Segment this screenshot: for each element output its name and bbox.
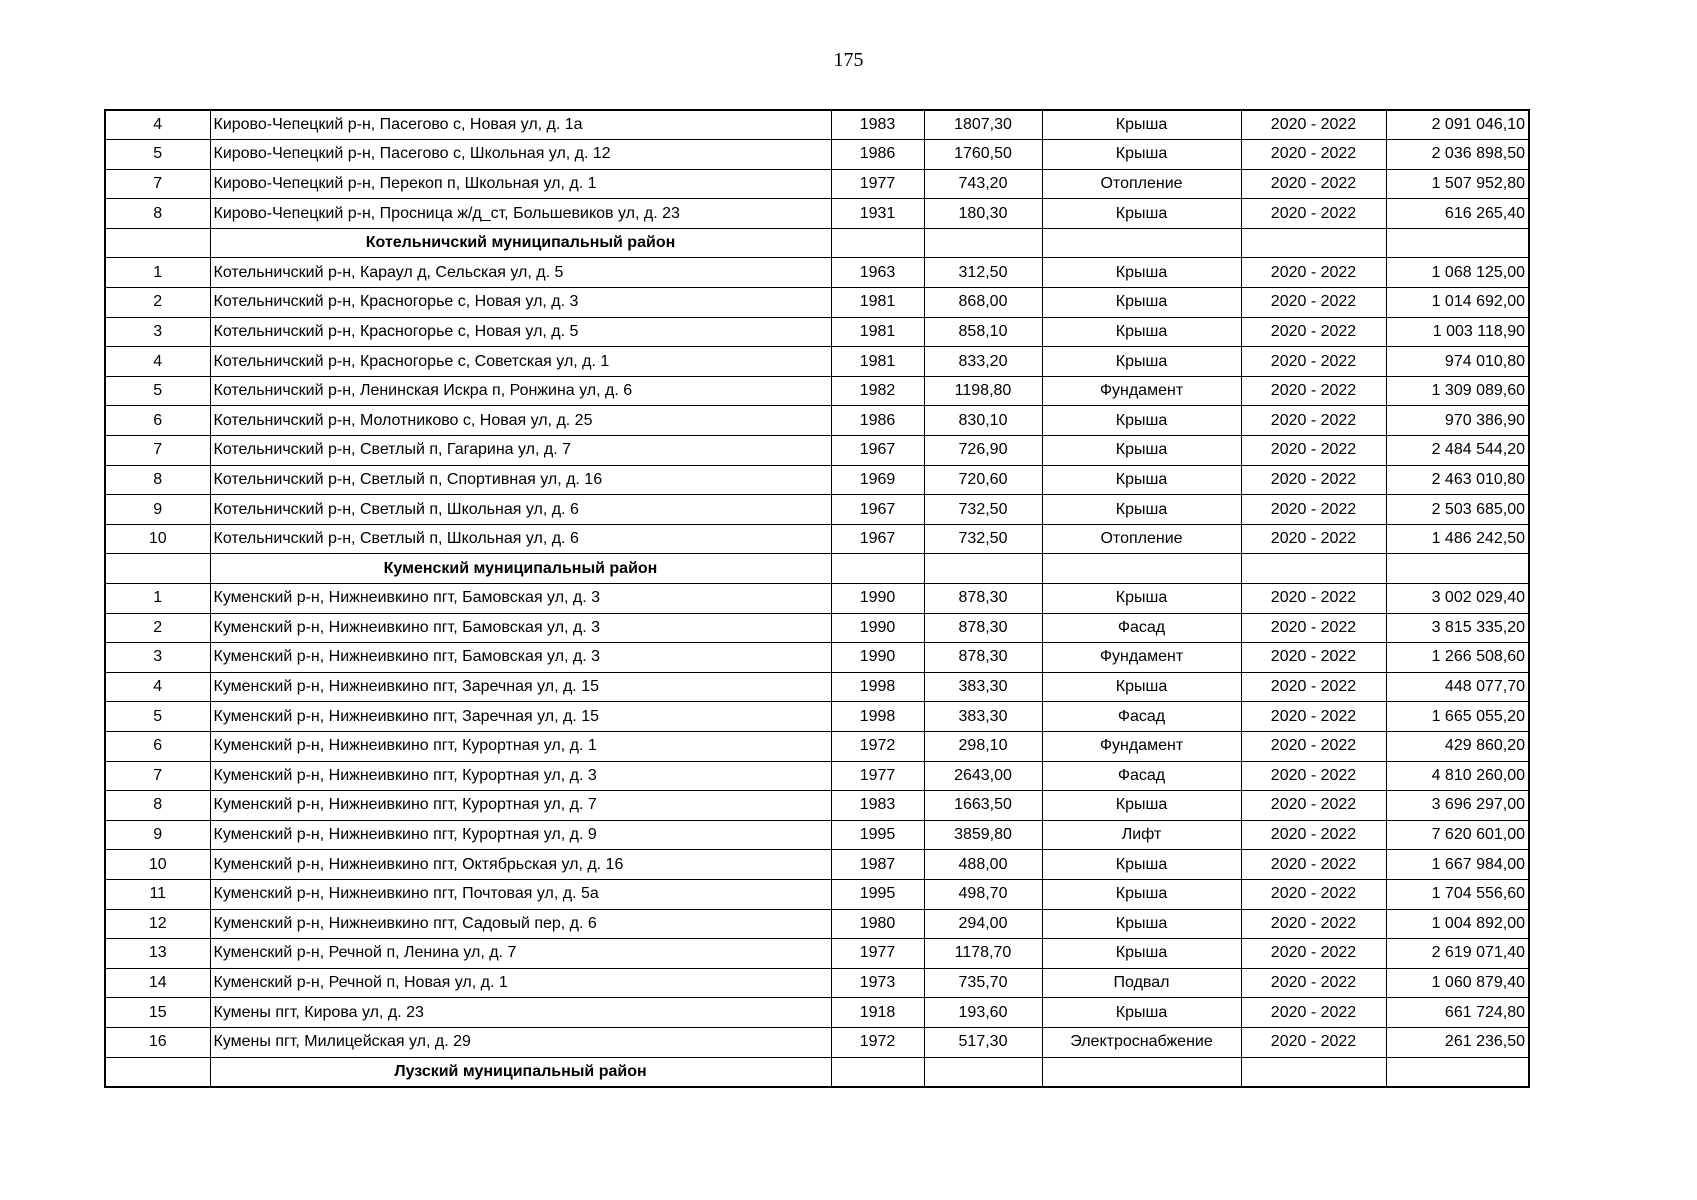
work-type-cell: Крыша [1042, 672, 1241, 702]
area-cell: 312,50 [924, 258, 1042, 288]
table-row [105, 169, 1529, 199]
work-type-cell: Фундамент [1042, 376, 1241, 406]
table-row [105, 406, 1529, 436]
period-cell: 2020 - 2022 [1241, 850, 1386, 880]
period-cell: 2020 - 2022 [1241, 643, 1386, 673]
year-built-cell: 1983 [831, 791, 924, 821]
row-number: 6 [105, 406, 210, 436]
table-body [105, 110, 1529, 1087]
area-cell: 878,30 [924, 613, 1042, 643]
year-built-cell: 1995 [831, 820, 924, 850]
row-number: 9 [105, 495, 210, 525]
work-type-cell: Крыша [1042, 347, 1241, 377]
row-number: 11 [105, 879, 210, 909]
address-cell: Кумены пгт, Кирова ул, д. 23 [210, 998, 831, 1028]
area-cell: 298,10 [924, 731, 1042, 761]
area-cell: 743,20 [924, 169, 1042, 199]
cost-cell: 1 309 089,60 [1386, 376, 1529, 406]
year-built-cell: 1972 [831, 1027, 924, 1057]
period-cell: 2020 - 2022 [1241, 524, 1386, 554]
empty-cell [105, 1057, 210, 1087]
row-number: 16 [105, 1027, 210, 1057]
table-row [105, 347, 1529, 377]
row-number: 3 [105, 643, 210, 673]
cost-cell: 2 619 071,40 [1386, 939, 1529, 969]
section-header-row [105, 1057, 1529, 1087]
table-row [105, 110, 1529, 140]
cost-cell: 1 003 118,90 [1386, 317, 1529, 347]
cost-cell: 2 091 046,10 [1386, 110, 1529, 140]
cost-cell: 970 386,90 [1386, 406, 1529, 436]
table-row [105, 288, 1529, 318]
work-type-cell: Крыша [1042, 258, 1241, 288]
period-cell: 2020 - 2022 [1241, 909, 1386, 939]
row-number: 5 [105, 702, 210, 732]
address-cell: Котельничский р-н, Красногорье с, Новая ул, д. 5 [210, 317, 831, 347]
row-number: 7 [105, 436, 210, 466]
cost-cell: 3 815 335,20 [1386, 613, 1529, 643]
address-cell: Куменский р-н, Нижнеивкино пгт, Курортная ул, д. 1 [210, 731, 831, 761]
cost-cell: 3 696 297,00 [1386, 791, 1529, 821]
area-cell: 294,00 [924, 909, 1042, 939]
row-number: 1 [105, 584, 210, 614]
period-cell: 2020 - 2022 [1241, 761, 1386, 791]
period-cell: 2020 - 2022 [1241, 613, 1386, 643]
empty-cell [831, 228, 924, 258]
row-number: 3 [105, 317, 210, 347]
row-number: 2 [105, 288, 210, 318]
table-row [105, 731, 1529, 761]
area-cell: 732,50 [924, 524, 1042, 554]
area-cell: 498,70 [924, 879, 1042, 909]
address-cell: Кирово-Чепецкий р-н, Пасегово с, Школьная ул, д. 12 [210, 140, 831, 170]
work-type-cell: Крыша [1042, 495, 1241, 525]
work-type-cell: Фундамент [1042, 643, 1241, 673]
year-built-cell: 1967 [831, 436, 924, 466]
table-row [105, 998, 1529, 1028]
row-number: 6 [105, 731, 210, 761]
table-row [105, 376, 1529, 406]
period-cell: 2020 - 2022 [1241, 702, 1386, 732]
cost-cell: 429 860,20 [1386, 731, 1529, 761]
cost-cell: 2 463 010,80 [1386, 465, 1529, 495]
period-cell: 2020 - 2022 [1241, 1027, 1386, 1057]
year-built-cell: 1986 [831, 140, 924, 170]
period-cell: 2020 - 2022 [1241, 584, 1386, 614]
address-cell: Куменский р-н, Нижнеивкино пгт, Курортная ул, д. 7 [210, 791, 831, 821]
cost-cell: 974 010,80 [1386, 347, 1529, 377]
work-type-cell: Крыша [1042, 850, 1241, 880]
work-type-cell: Крыша [1042, 436, 1241, 466]
section-title: Лузский муниципальный район [210, 1057, 831, 1087]
year-built-cell: 1977 [831, 169, 924, 199]
section-title: Куменский муниципальный район [210, 554, 831, 584]
empty-cell [1241, 228, 1386, 258]
year-built-cell: 1998 [831, 672, 924, 702]
row-number: 12 [105, 909, 210, 939]
work-type-cell: Фасад [1042, 702, 1241, 732]
work-type-cell: Отопление [1042, 169, 1241, 199]
year-built-cell: 1967 [831, 524, 924, 554]
work-type-cell: Электроснабжение [1042, 1027, 1241, 1057]
address-cell: Куменский р-н, Речной п, Новая ул, д. 1 [210, 968, 831, 998]
address-cell: Куменский р-н, Нижнеивкино пгт, Курортная ул, д. 3 [210, 761, 831, 791]
address-cell: Котельничский р-н, Светлый п, Спортивная ул, д. 16 [210, 465, 831, 495]
section-title: Котельничский муниципальный район [210, 228, 831, 258]
table-row [105, 436, 1529, 466]
table-row [105, 850, 1529, 880]
table-row [105, 465, 1529, 495]
work-type-cell: Фасад [1042, 761, 1241, 791]
period-cell: 2020 - 2022 [1241, 317, 1386, 347]
address-cell: Куменский р-н, Нижнеивкино пгт, Заречная ул, д. 15 [210, 702, 831, 732]
cost-cell: 616 265,40 [1386, 199, 1529, 229]
period-cell: 2020 - 2022 [1241, 347, 1386, 377]
section-header-row [105, 554, 1529, 584]
address-cell: Котельничский р-н, Ленинская Искра п, Ронжина ул, д. 6 [210, 376, 831, 406]
year-built-cell: 1981 [831, 347, 924, 377]
area-cell: 720,60 [924, 465, 1042, 495]
area-cell: 2643,00 [924, 761, 1042, 791]
area-cell: 3859,80 [924, 820, 1042, 850]
area-cell: 732,50 [924, 495, 1042, 525]
area-cell: 735,70 [924, 968, 1042, 998]
year-built-cell: 1981 [831, 317, 924, 347]
cost-cell: 261 236,50 [1386, 1027, 1529, 1057]
year-built-cell: 1990 [831, 643, 924, 673]
work-type-cell: Крыша [1042, 140, 1241, 170]
address-cell: Котельничский р-н, Караул д, Сельская ул, д. 5 [210, 258, 831, 288]
cost-cell: 1 667 984,00 [1386, 850, 1529, 880]
table-row [105, 968, 1529, 998]
work-type-cell: Крыша [1042, 939, 1241, 969]
cost-cell: 1 266 508,60 [1386, 643, 1529, 673]
address-cell: Куменский р-н, Нижнеивкино пгт, Заречная ул, д. 15 [210, 672, 831, 702]
year-built-cell: 1918 [831, 998, 924, 1028]
address-cell: Куменский р-н, Нижнеивкино пгт, Садовый пер, д. 6 [210, 909, 831, 939]
empty-cell [924, 554, 1042, 584]
period-cell: 2020 - 2022 [1241, 406, 1386, 436]
row-number: 1 [105, 258, 210, 288]
area-cell: 858,10 [924, 317, 1042, 347]
period-cell: 2020 - 2022 [1241, 169, 1386, 199]
area-cell: 830,10 [924, 406, 1042, 436]
address-cell: Котельничский р-н, Светлый п, Школьная ул, д. 6 [210, 524, 831, 554]
empty-cell [1241, 554, 1386, 584]
cost-cell: 1 060 879,40 [1386, 968, 1529, 998]
period-cell: 2020 - 2022 [1241, 672, 1386, 702]
year-built-cell: 1980 [831, 909, 924, 939]
period-cell: 2020 - 2022 [1241, 199, 1386, 229]
address-cell: Куменский р-н, Нижнеивкино пгт, Курортная ул, д. 9 [210, 820, 831, 850]
area-cell: 1760,50 [924, 140, 1042, 170]
cost-cell: 7 620 601,00 [1386, 820, 1529, 850]
table-row [105, 584, 1529, 614]
work-type-cell: Крыша [1042, 998, 1241, 1028]
table-row [105, 820, 1529, 850]
area-cell: 488,00 [924, 850, 1042, 880]
period-cell: 2020 - 2022 [1241, 436, 1386, 466]
address-cell: Котельничский р-н, Красногорье с, Советская ул, д. 1 [210, 347, 831, 377]
period-cell: 2020 - 2022 [1241, 140, 1386, 170]
address-cell: Куменский р-н, Нижнеивкино пгт, Бамовская ул, д. 3 [210, 613, 831, 643]
cost-cell: 1 014 692,00 [1386, 288, 1529, 318]
row-number: 8 [105, 465, 210, 495]
row-number: 4 [105, 110, 210, 140]
section-header-row [105, 228, 1529, 258]
year-built-cell: 1982 [831, 376, 924, 406]
cost-cell: 1 507 952,80 [1386, 169, 1529, 199]
address-cell: Куменский р-н, Нижнеивкино пгт, Бамовская ул, д. 3 [210, 643, 831, 673]
cost-cell: 2 036 898,50 [1386, 140, 1529, 170]
work-type-cell: Лифт [1042, 820, 1241, 850]
area-cell: 1663,50 [924, 791, 1042, 821]
year-built-cell: 1998 [831, 702, 924, 732]
empty-cell [924, 1057, 1042, 1087]
table-row [105, 909, 1529, 939]
year-built-cell: 1969 [831, 465, 924, 495]
work-type-cell: Крыша [1042, 909, 1241, 939]
row-number: 5 [105, 140, 210, 170]
empty-cell [831, 554, 924, 584]
area-cell: 517,30 [924, 1027, 1042, 1057]
period-cell: 2020 - 2022 [1241, 998, 1386, 1028]
empty-cell [105, 554, 210, 584]
work-type-cell: Крыша [1042, 288, 1241, 318]
address-cell: Куменский р-н, Речной п, Ленина ул, д. 7 [210, 939, 831, 969]
table-row [105, 613, 1529, 643]
area-cell: 180,30 [924, 199, 1042, 229]
address-cell: Кирово-Чепецкий р-н, Просница ж/д_ст, Большевиков ул, д. 23 [210, 199, 831, 229]
area-cell: 193,60 [924, 998, 1042, 1028]
empty-cell [1241, 1057, 1386, 1087]
address-cell: Кумены пгт, Милицейская ул, д. 29 [210, 1027, 831, 1057]
row-number: 5 [105, 376, 210, 406]
empty-cell [1386, 228, 1529, 258]
cost-cell: 1 665 055,20 [1386, 702, 1529, 732]
table-row [105, 317, 1529, 347]
address-cell: Котельничский р-н, Красногорье с, Новая ул, д. 3 [210, 288, 831, 318]
empty-cell [831, 1057, 924, 1087]
table-row [105, 939, 1529, 969]
area-cell: 833,20 [924, 347, 1042, 377]
area-cell: 383,30 [924, 702, 1042, 732]
table-row [105, 199, 1529, 229]
row-number: 15 [105, 998, 210, 1028]
address-cell: Куменский р-н, Нижнеивкино пгт, Бамовская ул, д. 3 [210, 584, 831, 614]
area-cell: 726,90 [924, 436, 1042, 466]
row-number: 13 [105, 939, 210, 969]
table-row [105, 761, 1529, 791]
row-number: 9 [105, 820, 210, 850]
period-cell: 2020 - 2022 [1241, 731, 1386, 761]
period-cell: 2020 - 2022 [1241, 110, 1386, 140]
area-cell: 383,30 [924, 672, 1042, 702]
year-built-cell: 1972 [831, 731, 924, 761]
address-cell: Котельничский р-н, Светлый п, Гагарина ул, д. 7 [210, 436, 831, 466]
cost-cell: 4 810 260,00 [1386, 761, 1529, 791]
row-number: 2 [105, 613, 210, 643]
empty-cell [1042, 554, 1241, 584]
period-cell: 2020 - 2022 [1241, 465, 1386, 495]
table-row [105, 524, 1529, 554]
cost-cell: 1 704 556,60 [1386, 879, 1529, 909]
year-built-cell: 1981 [831, 288, 924, 318]
address-cell: Котельничский р-н, Светлый п, Школьная ул, д. 6 [210, 495, 831, 525]
period-cell: 2020 - 2022 [1241, 258, 1386, 288]
year-built-cell: 1967 [831, 495, 924, 525]
empty-cell [1386, 554, 1529, 584]
year-built-cell: 1987 [831, 850, 924, 880]
work-type-cell: Крыша [1042, 465, 1241, 495]
address-cell: Кирово-Чепецкий р-н, Перекоп п, Школьная ул, д. 1 [210, 169, 831, 199]
year-built-cell: 1990 [831, 613, 924, 643]
year-built-cell: 1986 [831, 406, 924, 436]
area-cell: 1198,80 [924, 376, 1042, 406]
period-cell: 2020 - 2022 [1241, 288, 1386, 318]
year-built-cell: 1931 [831, 199, 924, 229]
empty-cell [105, 228, 210, 258]
year-built-cell: 1983 [831, 110, 924, 140]
table-row [105, 791, 1529, 821]
area-cell: 868,00 [924, 288, 1042, 318]
page-number: 175 [833, 49, 864, 71]
year-built-cell: 1995 [831, 879, 924, 909]
work-type-cell: Фасад [1042, 613, 1241, 643]
year-built-cell: 1973 [831, 968, 924, 998]
work-type-cell: Крыша [1042, 110, 1241, 140]
area-cell: 1807,30 [924, 110, 1042, 140]
cost-cell: 1 068 125,00 [1386, 258, 1529, 288]
empty-cell [1042, 1057, 1241, 1087]
period-cell: 2020 - 2022 [1241, 820, 1386, 850]
row-number: 8 [105, 791, 210, 821]
cost-cell: 2 484 544,20 [1386, 436, 1529, 466]
table-row [105, 672, 1529, 702]
table-row [105, 140, 1529, 170]
cost-cell: 661 724,80 [1386, 998, 1529, 1028]
year-built-cell: 1977 [831, 761, 924, 791]
row-number: 7 [105, 761, 210, 791]
row-number: 10 [105, 524, 210, 554]
row-number: 4 [105, 347, 210, 377]
cost-cell: 3 002 029,40 [1386, 584, 1529, 614]
work-type-cell: Отопление [1042, 524, 1241, 554]
table-row [105, 495, 1529, 525]
address-cell: Котельничский р-н, Молотниково с, Новая ул, д. 25 [210, 406, 831, 436]
work-type-cell: Крыша [1042, 879, 1241, 909]
address-cell: Куменский р-н, Нижнеивкино пгт, Почтовая ул, д. 5а [210, 879, 831, 909]
row-number: 8 [105, 199, 210, 229]
work-type-cell: Крыша [1042, 317, 1241, 347]
empty-cell [1042, 228, 1241, 258]
cost-cell: 448 077,70 [1386, 672, 1529, 702]
table-row [105, 1027, 1529, 1057]
cost-cell: 1 486 242,50 [1386, 524, 1529, 554]
row-number: 4 [105, 672, 210, 702]
row-number: 7 [105, 169, 210, 199]
cost-cell: 1 004 892,00 [1386, 909, 1529, 939]
area-cell: 1178,70 [924, 939, 1042, 969]
period-cell: 2020 - 2022 [1241, 791, 1386, 821]
address-cell: Кирово-Чепецкий р-н, Пасегово с, Новая ул, д. 1а [210, 110, 831, 140]
work-type-cell: Крыша [1042, 584, 1241, 614]
work-type-cell: Фундамент [1042, 731, 1241, 761]
table-row [105, 643, 1529, 673]
period-cell: 2020 - 2022 [1241, 495, 1386, 525]
year-built-cell: 1963 [831, 258, 924, 288]
cost-cell: 2 503 685,00 [1386, 495, 1529, 525]
work-type-cell: Крыша [1042, 791, 1241, 821]
table-row [105, 879, 1529, 909]
table-row [105, 258, 1529, 288]
year-built-cell: 1977 [831, 939, 924, 969]
empty-cell [924, 228, 1042, 258]
empty-cell [1386, 1057, 1529, 1087]
repair-program-table [104, 109, 1530, 1088]
table-row [105, 702, 1529, 732]
row-number: 10 [105, 850, 210, 880]
period-cell: 2020 - 2022 [1241, 968, 1386, 998]
work-type-cell: Подвал [1042, 968, 1241, 998]
address-cell: Куменский р-н, Нижнеивкино пгт, Октябрьская ул, д. 16 [210, 850, 831, 880]
period-cell: 2020 - 2022 [1241, 939, 1386, 969]
work-type-cell: Крыша [1042, 406, 1241, 436]
period-cell: 2020 - 2022 [1241, 879, 1386, 909]
period-cell: 2020 - 2022 [1241, 376, 1386, 406]
area-cell: 878,30 [924, 584, 1042, 614]
work-type-cell: Крыша [1042, 199, 1241, 229]
year-built-cell: 1990 [831, 584, 924, 614]
row-number: 14 [105, 968, 210, 998]
area-cell: 878,30 [924, 643, 1042, 673]
